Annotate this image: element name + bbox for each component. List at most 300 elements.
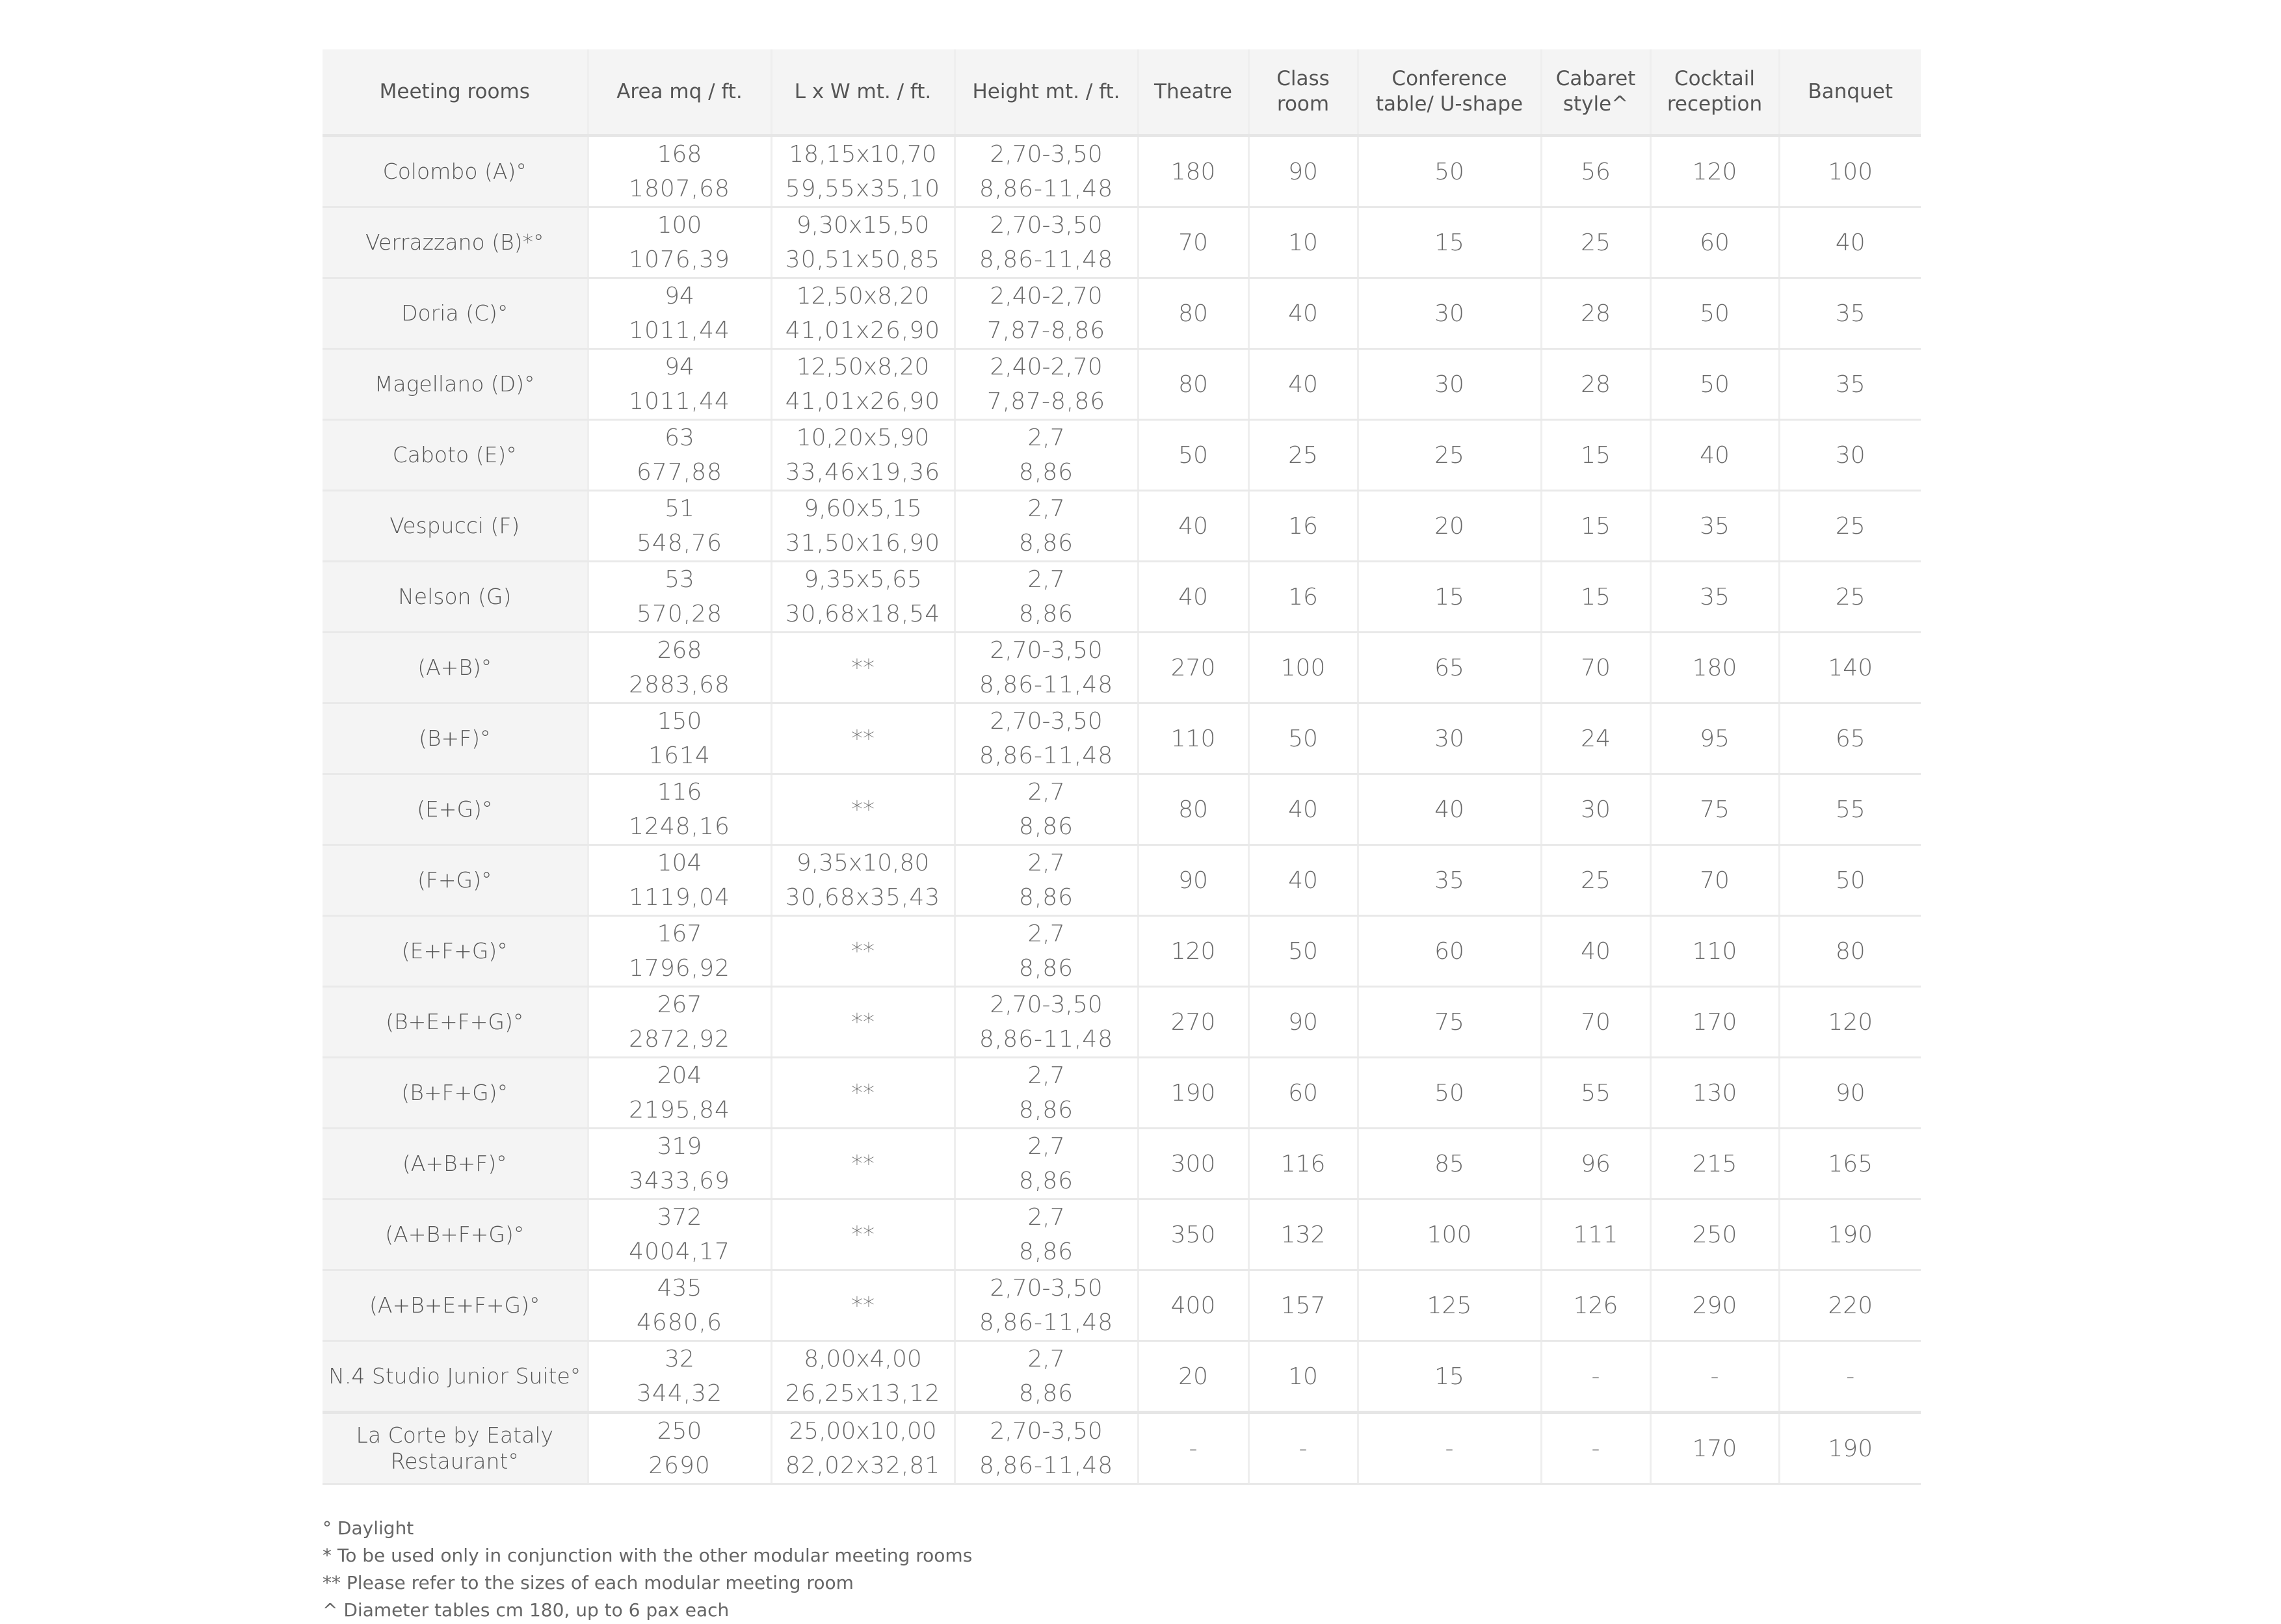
dimensions-cell-line: 30,51x50,85 — [785, 246, 941, 273]
cabaret-cell: 70 — [1541, 633, 1650, 703]
dimensions-cell-line: 10,20x5,90 — [796, 425, 930, 451]
height-cell-line: 2,7 — [1027, 921, 1065, 947]
cocktail-cell: 50 — [1650, 349, 1779, 420]
banquet-cell: 55 — [1779, 774, 1921, 845]
conference-cell: - — [1358, 1413, 1541, 1484]
meeting-rooms-table — [323, 49, 1921, 1485]
area-cell-line: 570,28 — [637, 601, 722, 627]
table-row — [323, 1341, 1921, 1413]
cocktail-cell: 40 — [1650, 420, 1779, 491]
class-room-cell: 40 — [1248, 845, 1358, 916]
height-cell-line: 8,86 — [1018, 459, 1074, 486]
area-cell-line: 344,32 — [637, 1380, 722, 1407]
cabaret-cell: 28 — [1541, 278, 1650, 349]
theatre-cell: 400 — [1138, 1270, 1248, 1341]
dimensions-cell-line: 9,60x5,15 — [804, 495, 922, 522]
area-cell — [588, 1058, 771, 1129]
room-name-cell: (F+G)° — [323, 845, 588, 916]
class-room-cell: 25 — [1248, 420, 1358, 491]
banquet-cell: 35 — [1779, 278, 1921, 349]
height-cell — [955, 987, 1138, 1058]
cabaret-cell: 15 — [1541, 562, 1650, 633]
height-cell-line: 8,86 — [1018, 813, 1074, 840]
class-room-cell: 16 — [1248, 491, 1358, 562]
cocktail-cell: 35 — [1650, 491, 1779, 562]
table-row — [323, 1270, 1921, 1341]
class-room-cell: 10 — [1248, 1341, 1358, 1413]
cocktail-cell: 70 — [1650, 845, 1779, 916]
cabaret-cell: 56 — [1541, 136, 1650, 207]
height-cell — [955, 633, 1138, 703]
banquet-cell: 100 — [1779, 136, 1921, 207]
dimensions-cell-line: ** — [851, 1079, 875, 1107]
conference-cell: 30 — [1358, 349, 1541, 420]
area-cell-line: 319 — [657, 1133, 702, 1160]
room-name-cell: Magellano (D)° — [323, 349, 588, 420]
banquet-cell: - — [1779, 1341, 1921, 1413]
area-cell-line: 250 — [657, 1418, 702, 1445]
dimensions-cell — [771, 987, 955, 1058]
height-cell-line: 8,86 — [1018, 1238, 1074, 1265]
table-row — [323, 278, 1921, 349]
cocktail-cell: - — [1650, 1341, 1779, 1413]
dimensions-cell — [771, 491, 955, 562]
cabaret-cell: 24 — [1541, 703, 1650, 774]
banquet-cell: 165 — [1779, 1129, 1921, 1199]
dimensions-cell — [771, 1058, 955, 1129]
dimensions-cell-line: ** — [851, 796, 875, 823]
class-room-cell: 40 — [1248, 278, 1358, 349]
cocktail-cell: 290 — [1650, 1270, 1779, 1341]
cocktail-cell: 110 — [1650, 916, 1779, 987]
area-cell — [588, 562, 771, 633]
theatre-cell: 40 — [1138, 562, 1248, 633]
area-cell-line: 63 — [665, 425, 694, 451]
dimensions-cell-line: ** — [851, 1221, 875, 1248]
table-row — [323, 491, 1921, 562]
dimensions-cell-line: 18,15x10,70 — [789, 141, 937, 168]
table-row — [323, 916, 1921, 987]
table-row — [323, 1129, 1921, 1199]
class-room-cell: 50 — [1248, 703, 1358, 774]
banquet-cell: 220 — [1779, 1270, 1921, 1341]
theatre-cell: 20 — [1138, 1341, 1248, 1413]
height-cell-line: 8,86 — [1018, 884, 1074, 911]
dimensions-cell-line: 9,30x15,50 — [796, 212, 930, 239]
area-cell — [588, 1199, 771, 1270]
cabaret-cell: 25 — [1541, 207, 1650, 278]
class-room-cell: 50 — [1248, 916, 1358, 987]
cabaret-cell: 70 — [1541, 987, 1650, 1058]
area-cell — [588, 703, 771, 774]
area-cell-line: 1614 — [648, 742, 711, 769]
area-cell-line: 372 — [657, 1204, 702, 1231]
area-cell-line: 167 — [657, 921, 702, 947]
height-cell-line: 7,87-8,86 — [986, 388, 1106, 415]
conference-cell: 85 — [1358, 1129, 1541, 1199]
cocktail-cell: 120 — [1650, 136, 1779, 207]
area-cell-line: 204 — [657, 1062, 702, 1089]
class-room-cell: 90 — [1248, 987, 1358, 1058]
room-name-cell: (B+F)° — [323, 703, 588, 774]
area-cell-line: 1796,92 — [629, 955, 730, 982]
footnote-line: ** Please refer to the sizes of each modular meeting room — [323, 1572, 854, 1593]
height-cell — [955, 207, 1138, 278]
dimensions-cell — [771, 916, 955, 987]
area-cell-line: 116 — [657, 779, 702, 805]
class-room-cell: 16 — [1248, 562, 1358, 633]
class-room-cell: 40 — [1248, 349, 1358, 420]
column-header-height: Height mt. / ft. — [955, 49, 1138, 136]
height-cell — [955, 562, 1138, 633]
cabaret-cell: 28 — [1541, 349, 1650, 420]
area-cell-line: 1807,68 — [629, 176, 730, 202]
table-row — [323, 562, 1921, 633]
height-cell-line: 2,7 — [1027, 1204, 1065, 1231]
dimensions-cell-line: 12,50x8,20 — [796, 283, 930, 309]
area-cell-line: 268 — [657, 637, 702, 664]
column-header-banquet: Banquet — [1779, 49, 1921, 136]
area-cell-line: 1011,44 — [629, 388, 730, 415]
room-name-cell: Caboto (E)° — [323, 420, 588, 491]
cocktail-cell: 95 — [1650, 703, 1779, 774]
room-name-cell: N.4 Studio Junior Suite° — [323, 1341, 588, 1413]
column-header-area: Area mq / ft. — [588, 49, 771, 136]
table-row — [323, 136, 1921, 207]
conference-cell: 25 — [1358, 420, 1541, 491]
dimensions-cell-line: 59,55x35,10 — [785, 176, 941, 202]
height-cell-line: 8,86-11,48 — [979, 742, 1114, 769]
theatre-cell: 190 — [1138, 1058, 1248, 1129]
height-cell-line: 2,40-2,70 — [990, 283, 1103, 309]
area-cell — [588, 1413, 771, 1484]
cocktail-cell: 170 — [1650, 1413, 1779, 1484]
table-body — [323, 136, 1921, 1484]
dimensions-cell-line: 31,50x16,90 — [785, 530, 941, 557]
height-cell-line: 2,7 — [1027, 495, 1065, 522]
height-cell — [955, 1199, 1138, 1270]
area-cell — [588, 633, 771, 703]
dimensions-cell-line: 33,46x19,36 — [785, 459, 941, 486]
table-row — [323, 420, 1921, 491]
dimensions-cell — [771, 278, 955, 349]
conference-cell: 75 — [1358, 987, 1541, 1058]
column-header-lxw: L x W mt. / ft. — [771, 49, 955, 136]
cabaret-cell: - — [1541, 1341, 1650, 1413]
theatre-cell: 90 — [1138, 845, 1248, 916]
dimensions-cell-line: 9,35x5,65 — [804, 566, 922, 593]
dimensions-cell-line: 12,50x8,20 — [796, 354, 930, 380]
cocktail-cell: 250 — [1650, 1199, 1779, 1270]
dimensions-cell-line: ** — [851, 1008, 875, 1036]
theatre-cell: 70 — [1138, 207, 1248, 278]
column-header-meeting-rooms: Meeting rooms — [323, 49, 588, 136]
table-row — [323, 1413, 1921, 1484]
area-cell — [588, 916, 771, 987]
area-cell — [588, 278, 771, 349]
area-cell-line: 94 — [665, 354, 694, 380]
column-header-cocktail: Cocktail reception — [1650, 49, 1779, 136]
area-cell-line: 3433,69 — [629, 1168, 730, 1194]
area-cell-line: 548,76 — [637, 530, 722, 557]
room-name-cell: Verrazzano (B)*° — [323, 207, 588, 278]
height-cell — [955, 1270, 1138, 1341]
conference-cell: 15 — [1358, 207, 1541, 278]
height-cell-line: 2,7 — [1027, 850, 1065, 876]
dimensions-cell — [771, 349, 955, 420]
room-name-cell: (A+B+E+F+G)° — [323, 1270, 588, 1341]
dimensions-cell-line: 82,02x32,81 — [785, 1452, 941, 1479]
height-cell — [955, 1058, 1138, 1129]
height-cell — [955, 916, 1138, 987]
banquet-cell: 25 — [1779, 491, 1921, 562]
table-row — [323, 349, 1921, 420]
conference-cell: 125 — [1358, 1270, 1541, 1341]
room-name-cell: Vespucci (F) — [323, 491, 588, 562]
height-cell-line: 2,70-3,50 — [990, 637, 1103, 664]
room-name-cell: Nelson (G) — [323, 562, 588, 633]
height-cell-line: 8,86 — [1018, 601, 1074, 627]
dimensions-cell-line: 41,01x26,90 — [785, 317, 941, 344]
area-cell-line: 4004,17 — [629, 1238, 730, 1265]
height-cell — [955, 349, 1138, 420]
height-cell — [955, 278, 1138, 349]
banquet-cell: 40 — [1779, 207, 1921, 278]
dimensions-cell-line: 26,25x13,12 — [785, 1380, 941, 1407]
conference-cell: 65 — [1358, 633, 1541, 703]
banquet-cell: 30 — [1779, 420, 1921, 491]
area-cell — [588, 420, 771, 491]
conference-cell: 100 — [1358, 1199, 1541, 1270]
area-cell-line: 677,88 — [637, 459, 722, 486]
conference-cell: 40 — [1358, 774, 1541, 845]
height-cell-line: 7,87-8,86 — [986, 317, 1106, 344]
theatre-cell: 270 — [1138, 987, 1248, 1058]
cocktail-cell: 50 — [1650, 278, 1779, 349]
column-header-cabaret: Cabaret style^ — [1541, 49, 1650, 136]
theatre-cell: - — [1138, 1413, 1248, 1484]
table-header-row — [323, 49, 1921, 136]
area-cell-line: 4680,6 — [637, 1309, 722, 1336]
dimensions-cell — [771, 562, 955, 633]
theatre-cell: 180 — [1138, 136, 1248, 207]
height-cell — [955, 136, 1138, 207]
area-cell — [588, 774, 771, 845]
table-row — [323, 774, 1921, 845]
dimensions-cell-line: ** — [851, 654, 875, 681]
theatre-cell: 110 — [1138, 703, 1248, 774]
table-row — [323, 207, 1921, 278]
class-room-cell: 60 — [1248, 1058, 1358, 1129]
room-name-cell: (A+B+F)° — [323, 1129, 588, 1199]
height-cell-line: 2,7 — [1027, 425, 1065, 451]
conference-cell: 30 — [1358, 278, 1541, 349]
banquet-cell: 50 — [1779, 845, 1921, 916]
height-cell — [955, 1129, 1138, 1199]
class-room-cell: 132 — [1248, 1199, 1358, 1270]
area-cell-line: 104 — [657, 850, 702, 876]
cocktail-cell: 75 — [1650, 774, 1779, 845]
height-cell — [955, 703, 1138, 774]
room-name-cell: (E+G)° — [323, 774, 588, 845]
theatre-cell: 350 — [1138, 1199, 1248, 1270]
room-name-cell: (B+E+F+G)° — [323, 987, 588, 1058]
cocktail-cell: 60 — [1650, 207, 1779, 278]
height-cell-line: 8,86 — [1018, 955, 1074, 982]
dimensions-cell-line: 41,01x26,90 — [785, 388, 941, 415]
conference-cell: 60 — [1358, 916, 1541, 987]
footnote-line: * To be used only in conjunction with the other modular meeting rooms — [323, 1545, 973, 1566]
footnotes — [323, 1515, 1921, 1624]
cabaret-cell: 96 — [1541, 1129, 1650, 1199]
height-cell-line: 8,86 — [1018, 1380, 1074, 1407]
area-cell — [588, 349, 771, 420]
table-row — [323, 1058, 1921, 1129]
height-cell-line: 8,86-11,48 — [979, 1309, 1114, 1336]
cocktail-cell: 130 — [1650, 1058, 1779, 1129]
table-row — [323, 633, 1921, 703]
footnote-line: ^ Diameter tables cm 180, up to 6 pax each — [323, 1599, 730, 1621]
table-row — [323, 1199, 1921, 1270]
dimensions-cell — [771, 1129, 955, 1199]
room-name-cell: (B+F+G)° — [323, 1058, 588, 1129]
height-cell — [955, 845, 1138, 916]
banquet-cell: 190 — [1779, 1413, 1921, 1484]
cocktail-cell: 215 — [1650, 1129, 1779, 1199]
area-cell — [588, 136, 771, 207]
dimensions-cell-line: ** — [851, 725, 875, 752]
dimensions-cell-line: 8,00x4,00 — [804, 1346, 922, 1372]
theatre-cell: 80 — [1138, 349, 1248, 420]
conference-cell: 15 — [1358, 562, 1541, 633]
banquet-cell: 25 — [1779, 562, 1921, 633]
area-cell-line: 1076,39 — [629, 246, 730, 273]
class-room-cell: - — [1248, 1413, 1358, 1484]
area-cell-line: 2195,84 — [629, 1097, 730, 1123]
area-cell-line: 267 — [657, 991, 702, 1018]
area-cell — [588, 845, 771, 916]
height-cell-line: 8,86-11,48 — [979, 246, 1114, 273]
conference-cell: 35 — [1358, 845, 1541, 916]
area-cell — [588, 1270, 771, 1341]
dimensions-cell-line: ** — [851, 1292, 875, 1319]
area-cell-line: 94 — [665, 283, 694, 309]
class-room-cell: 90 — [1248, 136, 1358, 207]
cabaret-cell: 30 — [1541, 774, 1650, 845]
class-room-cell: 116 — [1248, 1129, 1358, 1199]
cabaret-cell: 55 — [1541, 1058, 1650, 1129]
height-cell-line: 2,70-3,50 — [990, 991, 1103, 1018]
footnote-line: ° Daylight — [323, 1517, 414, 1539]
height-cell-line: 8,86 — [1018, 1097, 1074, 1123]
area-cell-line: 1119,04 — [629, 884, 730, 911]
banquet-cell: 120 — [1779, 987, 1921, 1058]
conference-cell: 50 — [1358, 136, 1541, 207]
height-cell — [955, 420, 1138, 491]
theatre-cell: 40 — [1138, 491, 1248, 562]
conference-cell: 30 — [1358, 703, 1541, 774]
room-name-cell: Colombo (A)° — [323, 136, 588, 207]
dimensions-cell-line: 30,68x35,43 — [785, 884, 941, 911]
room-name-cell: (A+B+F+G)° — [323, 1199, 588, 1270]
height-cell-line: 8,86-11,48 — [979, 1026, 1114, 1053]
dimensions-cell — [771, 136, 955, 207]
banquet-cell: 140 — [1779, 633, 1921, 703]
cabaret-cell: - — [1541, 1413, 1650, 1484]
height-cell-line: 2,70-3,50 — [990, 212, 1103, 239]
cabaret-cell: 126 — [1541, 1270, 1650, 1341]
height-cell-line: 8,86 — [1018, 1168, 1074, 1194]
conference-cell: 50 — [1358, 1058, 1541, 1129]
column-header-class-room: Class room — [1248, 49, 1358, 136]
banquet-cell: 65 — [1779, 703, 1921, 774]
dimensions-cell — [771, 1341, 955, 1413]
area-cell — [588, 987, 771, 1058]
height-cell-line: 2,70-3,50 — [990, 1275, 1103, 1302]
height-cell — [955, 491, 1138, 562]
room-name-cell: La Corte by Eataly Restaurant° — [323, 1413, 588, 1484]
dimensions-cell-line: ** — [851, 937, 875, 965]
height-cell — [955, 1413, 1138, 1484]
dimensions-cell — [771, 774, 955, 845]
height-cell-line: 8,86 — [1018, 530, 1074, 557]
area-cell-line: 1011,44 — [629, 317, 730, 344]
height-cell-line: 2,70-3,50 — [990, 1418, 1103, 1445]
conference-cell: 20 — [1358, 491, 1541, 562]
height-cell-line: 2,7 — [1027, 779, 1065, 805]
banquet-cell: 80 — [1779, 916, 1921, 987]
class-room-cell: 40 — [1248, 774, 1358, 845]
banquet-cell: 90 — [1779, 1058, 1921, 1129]
area-cell-line: 2690 — [648, 1452, 711, 1479]
area-cell-line: 168 — [657, 141, 702, 168]
dimensions-cell — [771, 633, 955, 703]
theatre-cell: 270 — [1138, 633, 1248, 703]
height-cell-line: 8,86-11,48 — [979, 672, 1114, 698]
area-cell-line: 32 — [665, 1346, 694, 1372]
column-header-conference: Conference table/ U-shape — [1358, 49, 1541, 136]
cabaret-cell: 40 — [1541, 916, 1650, 987]
dimensions-cell — [771, 207, 955, 278]
room-name-cell: (E+F+G)° — [323, 916, 588, 987]
cabaret-cell: 15 — [1541, 491, 1650, 562]
area-cell — [588, 1341, 771, 1413]
height-cell — [955, 774, 1138, 845]
height-cell-line: 2,70-3,50 — [990, 708, 1103, 735]
area-cell-line: 51 — [665, 495, 694, 522]
height-cell-line: 2,7 — [1027, 1062, 1065, 1089]
dimensions-cell-line: ** — [851, 1150, 875, 1177]
area-cell-line: 100 — [657, 212, 702, 239]
class-room-cell: 10 — [1248, 207, 1358, 278]
height-cell-line: 2,7 — [1027, 1346, 1065, 1372]
dimensions-cell — [771, 1270, 955, 1341]
conference-cell: 15 — [1358, 1341, 1541, 1413]
area-cell-line: 53 — [665, 566, 694, 593]
cabaret-cell: 25 — [1541, 845, 1650, 916]
banquet-cell: 190 — [1779, 1199, 1921, 1270]
height-cell-line: 2,7 — [1027, 1133, 1065, 1160]
table-row — [323, 845, 1921, 916]
cocktail-cell: 180 — [1650, 633, 1779, 703]
height-cell-line: 2,40-2,70 — [990, 354, 1103, 380]
cocktail-cell: 170 — [1650, 987, 1779, 1058]
dimensions-cell — [771, 703, 955, 774]
area-cell-line: 150 — [657, 708, 702, 735]
area-cell — [588, 207, 771, 278]
column-header-theatre: Theatre — [1138, 49, 1248, 136]
theatre-cell: 300 — [1138, 1129, 1248, 1199]
